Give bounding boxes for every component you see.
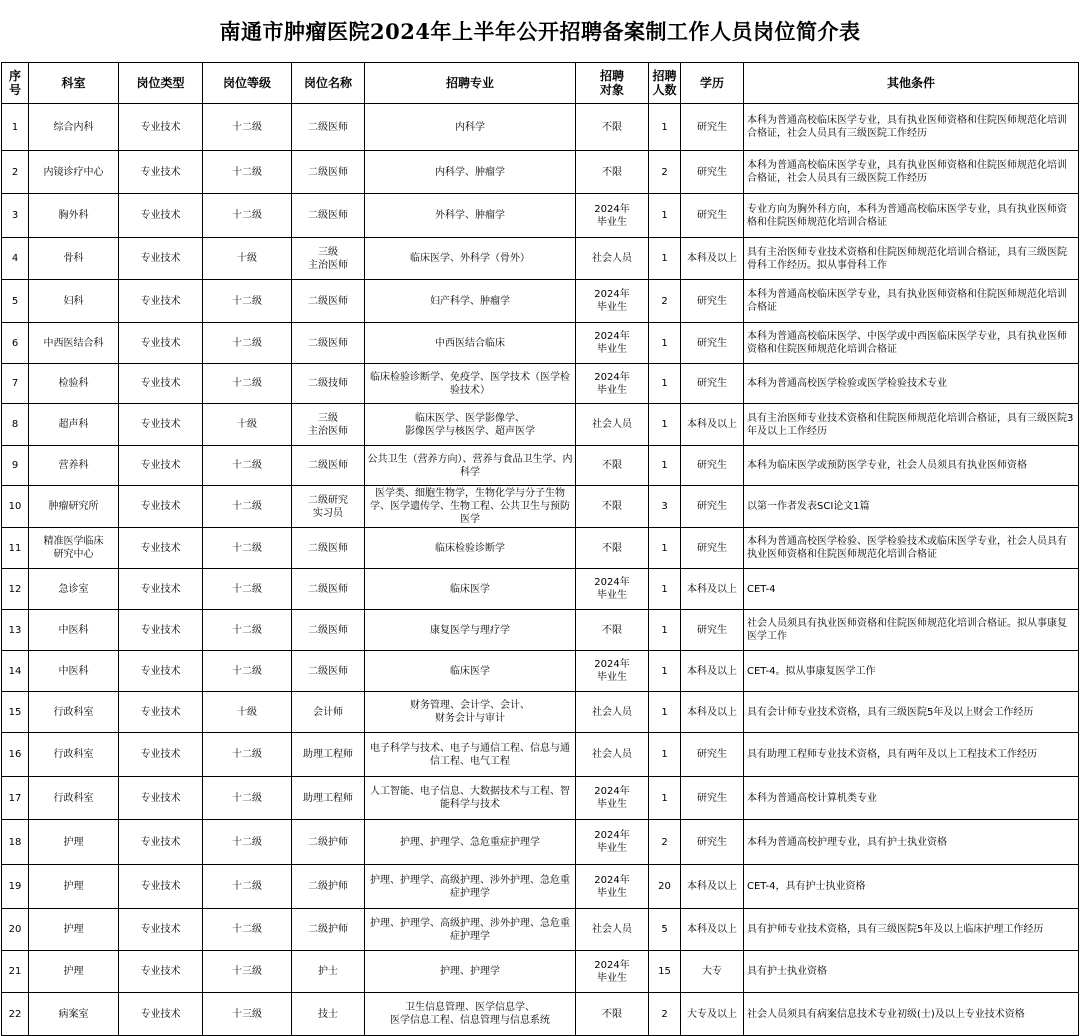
cell-major: 内科学 [365,104,576,151]
table-row [2,446,1079,486]
cell-dept: 中医科 [29,651,119,692]
cell-edu: 研究生 [681,104,744,151]
cell-target: 2024年 毕业生 [576,194,649,238]
cell-position: 二级医师 [292,151,365,194]
cell-count: 1 [649,692,681,733]
cell-level: 十二级 [203,777,292,820]
cell-edu: 本科及以上 [681,238,744,280]
cell-level: 十二级 [203,569,292,610]
table-row [2,194,1079,238]
cell-count: 1 [649,651,681,692]
cell-dept: 急诊室 [29,569,119,610]
cell-edu: 研究生 [681,733,744,777]
header-level: 岗位等级 [203,63,292,104]
cell-edu: 研究生 [681,446,744,486]
cell-major: 医学类、细胞生物学，生物化学与分子生物学、医学遗传学、生物工程、公共卫生与预防医学 [365,486,576,528]
cell-type: 专业技术 [119,323,203,364]
cell-major: 临床检验诊断学 [365,528,576,569]
table-row [2,951,1079,993]
table-body [2,104,1079,1036]
cell-target: 不限 [576,151,649,194]
cell-position: 二级研究 实习员 [292,486,365,528]
cell-target: 2024年 毕业生 [576,777,649,820]
cell-count: 1 [649,569,681,610]
cell-type: 专业技术 [119,777,203,820]
cell-edu: 研究生 [681,528,744,569]
cell-dept: 综合内科 [29,104,119,151]
cell-major: 中西医结合临床 [365,323,576,364]
header-edu: 学历 [681,63,744,104]
cell-no: 2 [2,151,29,194]
cell-no: 19 [2,865,29,909]
cell-major: 妇产科学、肿瘤学 [365,280,576,323]
cell-level: 十级 [203,692,292,733]
cell-target: 2024年 毕业生 [576,364,649,404]
cell-no: 4 [2,238,29,280]
cell-edu: 本科及以上 [681,569,744,610]
cell-level: 十三级 [203,951,292,993]
cell-position: 二级医师 [292,569,365,610]
cell-dept: 行政科室 [29,692,119,733]
cell-count: 1 [649,104,681,151]
cell-edu: 本科及以上 [681,651,744,692]
cell-dept: 精准医学临床 研究中心 [29,528,119,569]
cell-type: 专业技术 [119,651,203,692]
cell-level: 十二级 [203,610,292,651]
cell-level: 十级 [203,404,292,446]
cell-no: 3 [2,194,29,238]
cell-dept: 妇科 [29,280,119,323]
cell-other: 本科为临床医学或预防医学专业，社会人员须具有执业医师资格 [744,446,1079,486]
cell-position: 二级技师 [292,364,365,404]
cell-position: 三级 主治医师 [292,238,365,280]
cell-major: 外科学、肿瘤学 [365,194,576,238]
cell-position: 二级护师 [292,865,365,909]
cell-count: 1 [649,364,681,404]
cell-target: 2024年 毕业生 [576,323,649,364]
cell-other: 本科为普通高校医学检验或医学检验技术专业 [744,364,1079,404]
cell-edu: 研究生 [681,820,744,865]
cell-target: 社会人员 [576,909,649,951]
header-count: 招聘 人数 [649,63,681,104]
cell-position: 助理工程师 [292,733,365,777]
cell-count: 2 [649,280,681,323]
cell-dept: 超声科 [29,404,119,446]
table-row [2,280,1079,323]
cell-dept: 胸外科 [29,194,119,238]
cell-other: 本科为普通高校临床医学专业，具有执业医师资格和住院医师规范化培训合格证 [744,280,1079,323]
table-row [2,651,1079,692]
cell-target: 2024年 毕业生 [576,280,649,323]
cell-dept: 中西医结合科 [29,323,119,364]
cell-target: 社会人员 [576,733,649,777]
cell-no: 9 [2,446,29,486]
cell-type: 专业技术 [119,569,203,610]
cell-no: 16 [2,733,29,777]
cell-type: 专业技术 [119,610,203,651]
cell-position: 二级医师 [292,528,365,569]
cell-no: 17 [2,777,29,820]
cell-target: 社会人员 [576,238,649,280]
cell-count: 2 [649,820,681,865]
table-row [2,820,1079,865]
cell-type: 专业技术 [119,951,203,993]
cell-type: 专业技术 [119,364,203,404]
cell-level: 十二级 [203,446,292,486]
cell-other: CET-4 [744,569,1079,610]
cell-position: 二级医师 [292,104,365,151]
cell-dept: 中医科 [29,610,119,651]
cell-target: 2024年 毕业生 [576,569,649,610]
table-row [2,151,1079,194]
cell-edu: 研究生 [681,486,744,528]
cell-target: 不限 [576,104,649,151]
cell-other: 专业方向为胸外科方向，本科为普通高校临床医学专业，具有执业医师资格和住院医师规范化培训合格证 [744,194,1079,238]
cell-no: 20 [2,909,29,951]
page-title: 南通市肿瘤医院2024年上半年公开招聘备案制工作人员岗位简介表 [219,19,861,44]
cell-position: 二级医师 [292,446,365,486]
cell-position: 二级医师 [292,280,365,323]
cell-count: 1 [649,610,681,651]
table-row [2,692,1079,733]
cell-type: 专业技术 [119,820,203,865]
cell-other: 具有主治医师专业技术资格和住院医师规范化培训合格证，具有三级医院骨科工作经历。拟从事骨科工作 [744,238,1079,280]
cell-no: 11 [2,528,29,569]
cell-target: 不限 [576,486,649,528]
cell-edu: 研究生 [681,151,744,194]
cell-other: 具有会计师专业技术资格，具有三级医院5年及以上财会工作经历 [744,692,1079,733]
cell-dept: 病案室 [29,993,119,1036]
cell-count: 3 [649,486,681,528]
cell-target: 2024年 毕业生 [576,865,649,909]
cell-major: 内科学、肿瘤学 [365,151,576,194]
cell-other: 具有护士执业资格 [744,951,1079,993]
cell-target: 不限 [576,446,649,486]
cell-major: 卫生信息管理、医学信息学、 医学信息工程、信息管理与信息系统 [365,993,576,1036]
cell-no: 14 [2,651,29,692]
cell-dept: 检验科 [29,364,119,404]
table-row [2,909,1079,951]
cell-edu: 研究生 [681,280,744,323]
cell-edu: 研究生 [681,323,744,364]
table-row [2,865,1079,909]
cell-no: 1 [2,104,29,151]
cell-position: 二级医师 [292,194,365,238]
header-name: 岗位名称 [292,63,365,104]
cell-type: 专业技术 [119,528,203,569]
cell-count: 1 [649,528,681,569]
cell-count: 1 [649,446,681,486]
cell-count: 1 [649,323,681,364]
cell-type: 专业技术 [119,238,203,280]
cell-position: 助理工程师 [292,777,365,820]
cell-level: 十二级 [203,194,292,238]
cell-target: 不限 [576,610,649,651]
cell-edu: 大专及以上 [681,993,744,1036]
cell-edu: 大专 [681,951,744,993]
cell-no: 6 [2,323,29,364]
cell-no: 12 [2,569,29,610]
cell-dept: 行政科室 [29,777,119,820]
cell-other: 本科为普通高校临床医学专业，具有执业医师资格和住院医师规范化培训合格证，社会人员具有三级医院工作经历 [744,104,1079,151]
cell-no: 15 [2,692,29,733]
cell-count: 2 [649,993,681,1036]
table-row [2,993,1079,1036]
cell-major: 电子科学与技术、电子与通信工程、信息与通信工程、电气工程 [365,733,576,777]
cell-other: 以第一作者发表SCI论文1篇 [744,486,1079,528]
cell-position: 二级护师 [292,909,365,951]
cell-target: 2024年 毕业生 [576,951,649,993]
job-table [1,62,1079,1036]
cell-major: 护理、护理学、急危重症护理学 [365,820,576,865]
header-major: 招聘专业 [365,63,576,104]
cell-type: 专业技术 [119,692,203,733]
cell-major: 康复医学与理疗学 [365,610,576,651]
table-row [2,777,1079,820]
cell-no: 10 [2,486,29,528]
cell-level: 十二级 [203,651,292,692]
cell-target: 社会人员 [576,404,649,446]
cell-dept: 营养科 [29,446,119,486]
cell-major: 临床医学、医学影像学、 影像医学与核医学、超声医学 [365,404,576,446]
cell-type: 专业技术 [119,486,203,528]
cell-edu: 本科及以上 [681,909,744,951]
cell-dept: 骨科 [29,238,119,280]
table-row [2,364,1079,404]
cell-level: 十三级 [203,993,292,1036]
cell-level: 十二级 [203,364,292,404]
cell-dept: 护理 [29,820,119,865]
cell-level: 十级 [203,238,292,280]
cell-other: 具有护师专业技术资格，具有三级医院5年及以上临床护理工作经历 [744,909,1079,951]
cell-dept: 护理 [29,951,119,993]
cell-position: 会计师 [292,692,365,733]
table-row [2,733,1079,777]
cell-edu: 研究生 [681,610,744,651]
cell-major: 护理、护理学 [365,951,576,993]
cell-level: 十二级 [203,820,292,865]
cell-count: 1 [649,777,681,820]
cell-level: 十二级 [203,528,292,569]
cell-other: 本科为普通高校医学检验、医学检验技术或临床医学专业，社会人员具有执业医师资格和住院医师规范化培训合格证 [744,528,1079,569]
cell-type: 专业技术 [119,993,203,1036]
cell-other: 本科为普通高校临床医学、中医学或中西医临床医学专业，具有执业医师资格和住院医师规范化培训合格证 [744,323,1079,364]
cell-other: CET-4。拟从事康复医学工作 [744,651,1079,692]
cell-level: 十二级 [203,865,292,909]
cell-count: 20 [649,865,681,909]
cell-other: 本科为普通高校临床医学专业，具有执业医师资格和住院医师规范化培训合格证，社会人员具有三级医院工作经历 [744,151,1079,194]
table-row [2,238,1079,280]
table-row [2,323,1079,364]
cell-target: 社会人员 [576,692,649,733]
header-dept: 科室 [29,63,119,104]
cell-dept: 内镜诊疗中心 [29,151,119,194]
cell-level: 十二级 [203,909,292,951]
header-no: 序 号 [2,63,29,104]
cell-dept: 行政科室 [29,733,119,777]
cell-other: 社会人员须具有执业医师资格和住院医师规范化培训合格证。拟从事康复医学工作 [744,610,1079,651]
cell-major: 临床医学 [365,569,576,610]
cell-position: 三级 主治医师 [292,404,365,446]
cell-other: 具有助理工程师专业技术资格，具有两年及以上工程技术工作经历 [744,733,1079,777]
cell-type: 专业技术 [119,280,203,323]
cell-other: CET-4，具有护士执业资格 [744,865,1079,909]
cell-count: 15 [649,951,681,993]
cell-other: 本科为普通高校护理专业，具有护士执业资格 [744,820,1079,865]
cell-count: 5 [649,909,681,951]
cell-dept: 护理 [29,865,119,909]
cell-type: 专业技术 [119,733,203,777]
cell-type: 专业技术 [119,194,203,238]
cell-edu: 研究生 [681,194,744,238]
cell-count: 1 [649,404,681,446]
table-row [2,104,1079,151]
cell-target: 不限 [576,993,649,1036]
cell-type: 专业技术 [119,446,203,486]
cell-no: 22 [2,993,29,1036]
cell-level: 十二级 [203,280,292,323]
cell-major: 临床医学、外科学（骨外） [365,238,576,280]
table-row [2,528,1079,569]
cell-dept: 护理 [29,909,119,951]
cell-major: 临床检验诊断学、免疫学、医学技术（医学检验技术） [365,364,576,404]
cell-major: 人工智能、电子信息、大数据技术与工程、智能科学与技术 [365,777,576,820]
cell-level: 十二级 [203,733,292,777]
cell-count: 1 [649,238,681,280]
cell-target: 2024年 毕业生 [576,651,649,692]
table-row [2,486,1079,528]
cell-count: 2 [649,151,681,194]
cell-position: 二级护师 [292,820,365,865]
cell-position: 技士 [292,993,365,1036]
cell-edu: 研究生 [681,364,744,404]
cell-count: 1 [649,733,681,777]
header-type: 岗位类型 [119,63,203,104]
cell-target: 2024年 毕业生 [576,820,649,865]
header-row [2,63,1079,104]
cell-position: 二级医师 [292,323,365,364]
cell-level: 十二级 [203,151,292,194]
cell-target: 不限 [576,528,649,569]
cell-no: 13 [2,610,29,651]
cell-edu: 研究生 [681,777,744,820]
cell-type: 专业技术 [119,909,203,951]
table-row [2,404,1079,446]
cell-major: 公共卫生（营养方向）、营养与食品卫生学、内科学 [365,446,576,486]
cell-position: 二级医师 [292,651,365,692]
cell-type: 专业技术 [119,404,203,446]
cell-major: 财务管理、会计学、会计、 财务会计与审计 [365,692,576,733]
cell-other: 本科为普通高校计算机类专业 [744,777,1079,820]
cell-no: 7 [2,364,29,404]
header-target: 招聘 对象 [576,63,649,104]
table-row [2,569,1079,610]
cell-edu: 本科及以上 [681,865,744,909]
table-row [2,610,1079,651]
cell-edu: 本科及以上 [681,404,744,446]
cell-other: 社会人员须具有病案信息技术专业初级(士)及以上专业技术资格 [744,993,1079,1036]
cell-level: 十二级 [203,323,292,364]
cell-no: 18 [2,820,29,865]
cell-type: 专业技术 [119,151,203,194]
cell-major: 护理、护理学、高级护理、涉外护理、急危重症护理学 [365,909,576,951]
cell-other: 具有主治医师专业技术资格和住院医师规范化培训合格证，具有三级医院3年及以上工作经历 [744,404,1079,446]
cell-no: 5 [2,280,29,323]
cell-position: 护士 [292,951,365,993]
cell-position: 二级医师 [292,610,365,651]
cell-dept: 肿瘤研究所 [29,486,119,528]
cell-no: 8 [2,404,29,446]
cell-major: 护理、护理学、高级护理、涉外护理、急危重症护理学 [365,865,576,909]
cell-major: 临床医学 [365,651,576,692]
cell-count: 1 [649,194,681,238]
cell-type: 专业技术 [119,865,203,909]
cell-no: 21 [2,951,29,993]
cell-level: 十二级 [203,486,292,528]
cell-level: 十二级 [203,104,292,151]
cell-edu: 本科及以上 [681,692,744,733]
header-other: 其他条件 [744,63,1079,104]
cell-type: 专业技术 [119,104,203,151]
